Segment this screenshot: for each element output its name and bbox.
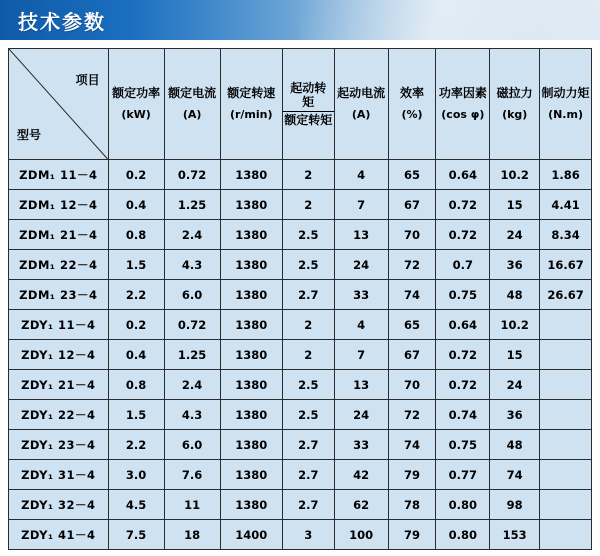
cell-efficiency: 65 bbox=[388, 160, 436, 190]
cell-current: 7.6 bbox=[164, 460, 220, 490]
cell-model: ZDY₁ 31－4 bbox=[9, 460, 109, 490]
cell-current: 0.72 bbox=[164, 160, 220, 190]
cell-magnetic: 24 bbox=[490, 220, 540, 250]
cell-magnetic: 15 bbox=[490, 190, 540, 220]
cell-start-current: 33 bbox=[334, 280, 388, 310]
cell-torque-ratio: 3 bbox=[282, 520, 334, 550]
header-rated-power bbox=[108, 49, 164, 160]
cell-magnetic: 24 bbox=[490, 370, 540, 400]
cell-torque-ratio: 2 bbox=[282, 190, 334, 220]
cell-brake: 4.41 bbox=[540, 190, 592, 220]
cell-model: ZDM₁ 23－4 bbox=[9, 280, 109, 310]
cell-power: 7.5 bbox=[108, 520, 164, 550]
cell-power: 0.8 bbox=[108, 370, 164, 400]
cell-brake bbox=[540, 310, 592, 340]
cell-speed: 1380 bbox=[220, 490, 282, 520]
cell-power-factor: 0.74 bbox=[436, 400, 490, 430]
table-row bbox=[9, 310, 592, 340]
header-magnetic-force-name: 磁拉力 bbox=[496, 86, 533, 101]
cell-efficiency: 79 bbox=[388, 520, 436, 550]
header-rated-torque: 额定转矩 bbox=[284, 112, 333, 127]
cell-power: 4.5 bbox=[108, 490, 164, 520]
cell-speed: 1380 bbox=[220, 460, 282, 490]
cell-power-factor: 0.64 bbox=[436, 310, 490, 340]
cell-brake bbox=[540, 340, 592, 370]
cell-speed: 1380 bbox=[220, 280, 282, 310]
cell-torque-ratio: 2.7 bbox=[282, 280, 334, 310]
cell-brake bbox=[540, 520, 592, 550]
cell-model: ZDY₁ 21－4 bbox=[9, 370, 109, 400]
cell-brake bbox=[540, 370, 592, 400]
table-row bbox=[9, 340, 592, 370]
cell-start-current: 100 bbox=[334, 520, 388, 550]
cell-start-current: 62 bbox=[334, 490, 388, 520]
cell-torque-ratio: 2.7 bbox=[282, 490, 334, 520]
cell-current: 11 bbox=[164, 490, 220, 520]
cell-efficiency: 74 bbox=[388, 430, 436, 460]
header-efficiency-name: 效率 bbox=[399, 86, 424, 101]
cell-power: 0.2 bbox=[108, 160, 164, 190]
cell-efficiency: 72 bbox=[388, 250, 436, 280]
header-power-factor bbox=[436, 49, 490, 160]
cell-power-factor: 0.77 bbox=[436, 460, 490, 490]
cell-power: 1.5 bbox=[108, 250, 164, 280]
cell-power-factor: 0.75 bbox=[436, 430, 490, 460]
cell-magnetic: 98 bbox=[490, 490, 540, 520]
header-rated-current-unit: (A) bbox=[182, 107, 202, 121]
spec-table-container bbox=[8, 48, 592, 550]
cell-power-factor: 0.72 bbox=[436, 220, 490, 250]
cell-magnetic: 74 bbox=[490, 460, 540, 490]
table-row bbox=[9, 190, 592, 220]
header-row bbox=[9, 49, 592, 160]
cell-model: ZDY₁ 32－4 bbox=[9, 490, 109, 520]
cell-start-current: 13 bbox=[334, 220, 388, 250]
header-efficiency-unit: (%) bbox=[401, 107, 423, 121]
cell-speed: 1380 bbox=[220, 250, 282, 280]
cell-power-factor: 0.72 bbox=[436, 190, 490, 220]
cell-power: 2.2 bbox=[108, 280, 164, 310]
cell-start-current: 24 bbox=[334, 250, 388, 280]
header-rated-speed-name: 额定转速 bbox=[227, 86, 276, 101]
cell-current: 6.0 bbox=[164, 430, 220, 460]
cell-start-current: 7 bbox=[334, 190, 388, 220]
header-brake-torque-unit: (N.m) bbox=[548, 107, 583, 121]
header-rated-speed bbox=[220, 49, 282, 160]
cell-efficiency: 70 bbox=[388, 220, 436, 250]
cell-model: ZDM₁ 11－4 bbox=[9, 160, 109, 190]
cell-torque-ratio: 2.5 bbox=[282, 250, 334, 280]
cell-speed: 1380 bbox=[220, 430, 282, 460]
spec-table-body bbox=[9, 160, 592, 550]
torque-ratio-fraction bbox=[283, 81, 334, 127]
table-row bbox=[9, 160, 592, 190]
cell-model: ZDY₁ 41－4 bbox=[9, 520, 109, 550]
cell-torque-ratio: 2.5 bbox=[282, 220, 334, 250]
header-rated-speed-unit: (r/min) bbox=[229, 107, 273, 121]
header-rated-power-name: 额定功率 bbox=[112, 86, 161, 101]
cell-brake: 26.67 bbox=[540, 280, 592, 310]
cell-current: 0.72 bbox=[164, 310, 220, 340]
cell-magnetic: 15 bbox=[490, 340, 540, 370]
cell-power-factor: 0.7 bbox=[436, 250, 490, 280]
corner-item-label: 项目 bbox=[75, 73, 100, 87]
cell-brake: 8.34 bbox=[540, 220, 592, 250]
table-row bbox=[9, 280, 592, 310]
cell-brake bbox=[540, 490, 592, 520]
cell-power-factor: 0.75 bbox=[436, 280, 490, 310]
header-rated-current-name: 额定电流 bbox=[168, 86, 217, 101]
cell-magnetic: 48 bbox=[490, 280, 540, 310]
cell-torque-ratio: 2 bbox=[282, 310, 334, 340]
cell-torque-ratio: 2.5 bbox=[282, 370, 334, 400]
cell-current: 2.4 bbox=[164, 370, 220, 400]
cell-magnetic: 10.2 bbox=[490, 310, 540, 340]
header-start-current-unit: (A) bbox=[351, 107, 371, 121]
header-brake-torque bbox=[540, 49, 592, 160]
cell-model: ZDY₁ 22－4 bbox=[9, 400, 109, 430]
table-row bbox=[9, 250, 592, 280]
table-row bbox=[9, 400, 592, 430]
cell-current: 2.4 bbox=[164, 220, 220, 250]
header-power-factor-name: 功率因素 bbox=[438, 86, 487, 101]
cell-torque-ratio: 2.7 bbox=[282, 460, 334, 490]
cell-brake: 1.86 bbox=[540, 160, 592, 190]
cell-torque-ratio: 2.5 bbox=[282, 400, 334, 430]
cell-power: 2.2 bbox=[108, 430, 164, 460]
cell-current: 1.25 bbox=[164, 190, 220, 220]
cell-speed: 1380 bbox=[220, 370, 282, 400]
cell-start-current: 7 bbox=[334, 340, 388, 370]
cell-power: 0.2 bbox=[108, 310, 164, 340]
cell-power: 3.0 bbox=[108, 460, 164, 490]
cell-brake: 16.67 bbox=[540, 250, 592, 280]
table-row bbox=[9, 370, 592, 400]
section-banner bbox=[0, 0, 600, 40]
cell-speed: 1380 bbox=[220, 190, 282, 220]
cell-magnetic: 36 bbox=[490, 400, 540, 430]
table-row bbox=[9, 460, 592, 490]
cell-start-current: 13 bbox=[334, 370, 388, 400]
cell-current: 6.0 bbox=[164, 280, 220, 310]
cell-power-factor: 0.72 bbox=[436, 340, 490, 370]
cell-start-current: 42 bbox=[334, 460, 388, 490]
header-magnetic-force bbox=[490, 49, 540, 160]
header-rated-current bbox=[164, 49, 220, 160]
header-torque-ratio bbox=[282, 49, 334, 160]
section-title: 技术参数 bbox=[18, 9, 106, 34]
cell-start-current: 24 bbox=[334, 400, 388, 430]
spec-table-header bbox=[9, 49, 592, 160]
cell-power-factor: 0.80 bbox=[436, 490, 490, 520]
header-rated-power-unit: (kW) bbox=[121, 107, 151, 121]
table-row bbox=[9, 490, 592, 520]
cell-power-factor: 0.64 bbox=[436, 160, 490, 190]
cell-current: 4.3 bbox=[164, 250, 220, 280]
cell-brake bbox=[540, 430, 592, 460]
cell-start-current: 4 bbox=[334, 310, 388, 340]
cell-start-current: 33 bbox=[334, 430, 388, 460]
cell-efficiency: 70 bbox=[388, 370, 436, 400]
cell-model: ZDY₁ 23－4 bbox=[9, 430, 109, 460]
cell-speed: 1380 bbox=[220, 310, 282, 340]
table-row bbox=[9, 520, 592, 550]
table-row bbox=[9, 430, 592, 460]
cell-speed: 1380 bbox=[220, 160, 282, 190]
header-brake-torque-name: 制动力矩 bbox=[541, 86, 590, 101]
cell-efficiency: 79 bbox=[388, 460, 436, 490]
cell-model: ZDM₁ 12－4 bbox=[9, 190, 109, 220]
cell-model: ZDM₁ 22－4 bbox=[9, 250, 109, 280]
cell-power: 1.5 bbox=[108, 400, 164, 430]
cell-efficiency: 78 bbox=[388, 490, 436, 520]
cell-power-factor: 0.72 bbox=[436, 370, 490, 400]
cell-current: 18 bbox=[164, 520, 220, 550]
cell-torque-ratio: 2.7 bbox=[282, 430, 334, 460]
header-power-factor-unit: (cos φ) bbox=[441, 107, 485, 121]
cell-model: ZDM₁ 21－4 bbox=[9, 220, 109, 250]
cell-speed: 1380 bbox=[220, 220, 282, 250]
cell-brake bbox=[540, 460, 592, 490]
cell-power: 0.8 bbox=[108, 220, 164, 250]
cell-model: ZDY₁ 12－4 bbox=[9, 340, 109, 370]
table-row bbox=[9, 220, 592, 250]
cell-efficiency: 67 bbox=[388, 340, 436, 370]
cell-power: 0.4 bbox=[108, 340, 164, 370]
cell-efficiency: 65 bbox=[388, 310, 436, 340]
header-start-torque: 起动转矩 bbox=[283, 81, 334, 112]
cell-efficiency: 72 bbox=[388, 400, 436, 430]
header-efficiency bbox=[388, 49, 436, 160]
cell-efficiency: 67 bbox=[388, 190, 436, 220]
header-start-current-name: 起动电流 bbox=[337, 86, 386, 101]
cell-speed: 1380 bbox=[220, 340, 282, 370]
cell-magnetic: 36 bbox=[490, 250, 540, 280]
cell-torque-ratio: 2 bbox=[282, 160, 334, 190]
corner-header-cell bbox=[9, 49, 109, 160]
cell-speed: 1380 bbox=[220, 400, 282, 430]
cell-torque-ratio: 2 bbox=[282, 340, 334, 370]
cell-current: 1.25 bbox=[164, 340, 220, 370]
spec-table bbox=[8, 48, 592, 550]
cell-magnetic: 48 bbox=[490, 430, 540, 460]
cell-magnetic: 10.2 bbox=[490, 160, 540, 190]
banner-ribbon-decoration bbox=[300, 0, 600, 40]
cell-power: 0.4 bbox=[108, 190, 164, 220]
cell-power-factor: 0.80 bbox=[436, 520, 490, 550]
cell-efficiency: 74 bbox=[388, 280, 436, 310]
cell-magnetic: 153 bbox=[490, 520, 540, 550]
header-start-current bbox=[334, 49, 388, 160]
cell-start-current: 4 bbox=[334, 160, 388, 190]
cell-current: 4.3 bbox=[164, 400, 220, 430]
cell-brake bbox=[540, 400, 592, 430]
corner-model-label: 型号 bbox=[17, 128, 42, 142]
header-magnetic-force-unit: (kg) bbox=[502, 107, 528, 121]
cell-speed: 1400 bbox=[220, 520, 282, 550]
cell-model: ZDY₁ 11－4 bbox=[9, 310, 109, 340]
